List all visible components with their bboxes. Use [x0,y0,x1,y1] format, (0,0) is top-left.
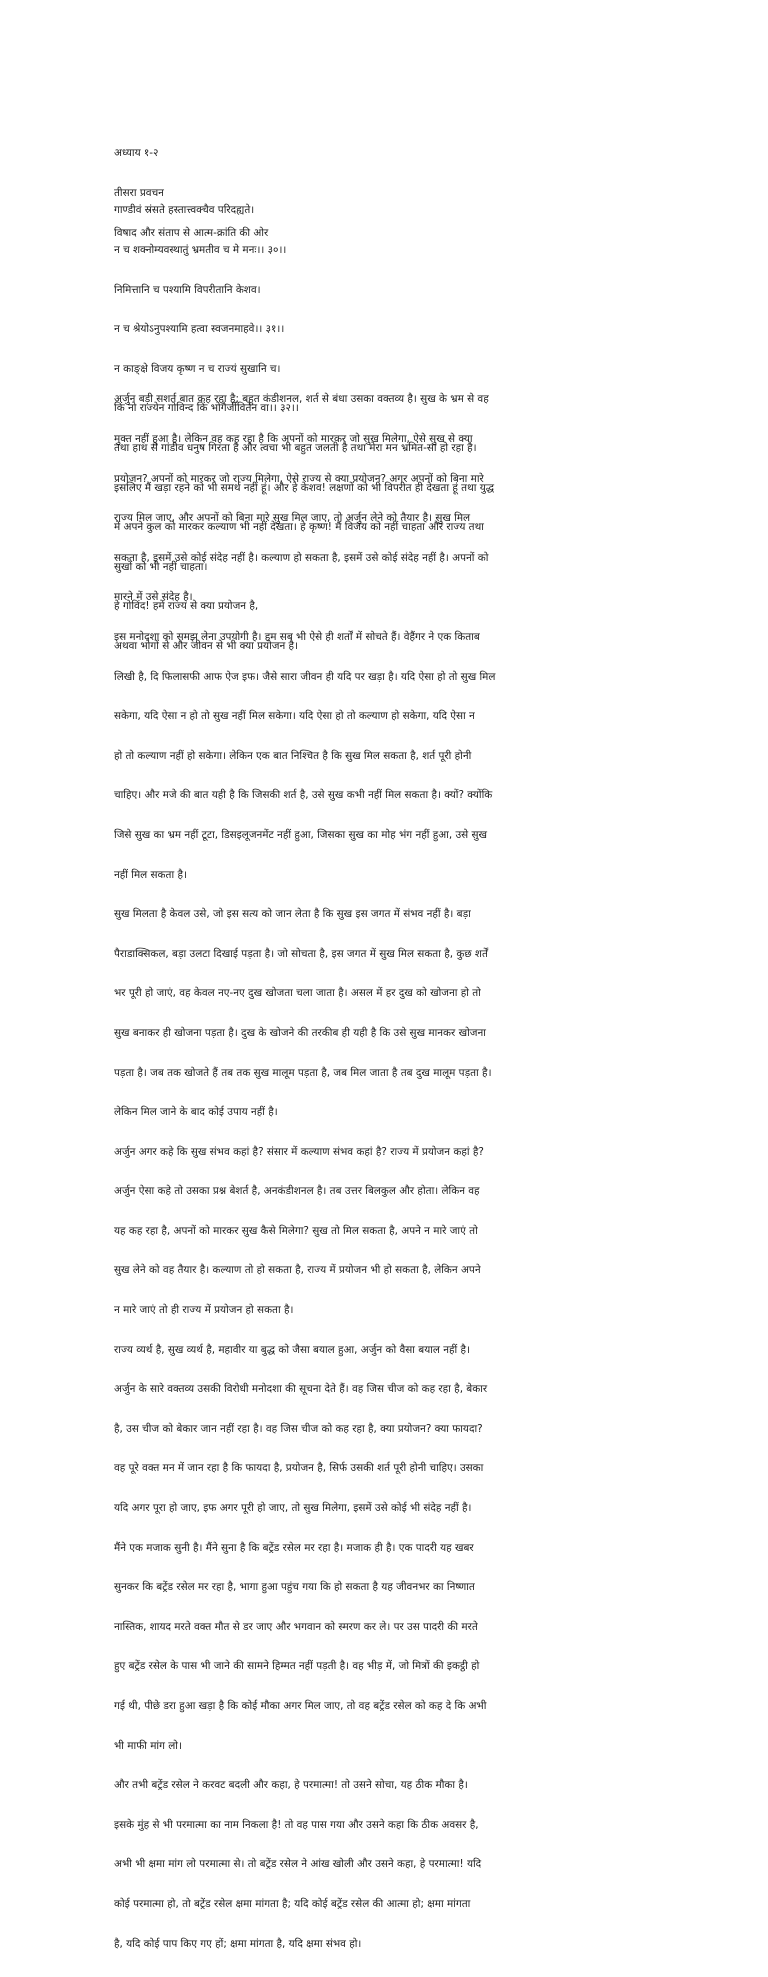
translation-line: अथवा भोगों से और जीवन से भी क्या प्रयोजन है। [114,639,299,652]
translation-line: में अपने कुल को मारकर कल्याण भी नहीं देखता। हे कृष्ण! मैं विजय को नहीं चाहता और राज्य तथा [114,521,484,534]
body-line: पैराडाक्सिकल, बड़ा उलटा दिखाई पड़ता है। जो सोचता है, इस जगत में सुख मिल सकता है, कुछ शर्तें [114,947,488,960]
body-line: सुनकर कि बट्रेंड रसेल मर रहा है, भागा हुआ पहुंच गया कि हो सकता है यह जीवनभर का निष्णात [114,1581,475,1594]
body-line: यदि अगर पूरा हो जाए, इफ अगर पूरी हो जाए, तो सुख मिलेगा, इसमें उसे कोई भी संदेह नहीं है। [114,1502,472,1515]
verse-line: न च शक्नोम्यवस्थातुं भ्रमतीव च मे मनः।। ३०।। [114,244,287,256]
body-line: नहीं मिल सकता है। [114,868,187,881]
body-line: सकेगा, यदि ऐसा न हो तो सुख नहीं मिल सकेगा। यदि ऐसा हो तो कल्याण हो सकेगा, यदि ऐसा न [114,710,475,723]
body-line: मैंने एक मजाक सुनी है। मैंने सुना है कि बट्रेंड रसेल मर रहा है। मजाक ही है। एक पादरी यह खबर [114,1541,474,1554]
body-line: अर्जुन ऐसा कहे तो उसका प्रश्न बेशर्त है, अनकंडीशनल है। तब उत्तर बिलकुल और होता। लेकिन वह [114,1185,480,1198]
body-line: है, यदि कोई पाप किए गए हों; क्षमा मांगता है, यदि क्षमा संभव हो। [114,1937,362,1950]
body-line: अभी भी क्षमा मांग लो परमात्मा से। तो बट्रेंड रसेल ने आंख खोली और उसने कहा, हे परमात्मा! यदि [114,1858,482,1871]
discourse-label: तीसरा प्रवचन [114,187,164,199]
body-line: जिसे सुख का भ्रम नहीं टूटा, डिसइलूजनमेंट नहीं हुआ, जिसका सुख का मोह भंग नहीं हुआ, उसे सुख [114,828,488,841]
body-line: अर्जुन के सारे वक्तव्य उसकी विरोधी मनोदशा की सूचना देते हैं। वह जिस चीज को कह रहा है, बेकार [114,1383,488,1396]
body-line: सुख मिलता है केवल उसे, जो इस सत्य को जान लेता है कि सुख इस जगत में संभव नहीं है। बड़ा [114,908,471,921]
body-line: सुख लेने को वह तैयार है। कल्याण तो हो सकता है, राज्य में प्रयोजन भी हो सकता है, लेकिन अपने [114,1264,481,1277]
body-line: प्रयोजन? अपनों को मारकर जो राज्य मिलेगा, ऐसे राज्य से क्या प्रयोजन? अगर अपनों को बिना मारे [114,472,484,485]
body-line: यह कह रहा है, अपनों को मारकर सुख कैसे मिलेगा? सुख तो मिल सकता है, अपने न मारे जाएं तो [114,1224,478,1237]
body-line: हो तो कल्याण नहीं हो सकेगा। लेकिन एक बात निश्चित है कि सुख मिल सकता है, शर्त पूरी होनी [114,749,472,762]
verse-line: न काङ्क्षे विजय कृष्ण न च राज्यं सुखानि च। [114,362,281,375]
body-line: न मारे जाएं तो ही राज्य में प्रयोजन हो सकता है। [114,1304,294,1317]
body-line: नास्तिक, शायद मरते वक्त मौत से डर जाए और भगवान को स्मरण कर ले। पर उस पादरी की मरते [114,1620,478,1633]
body-line: हुए बट्रेंड रसेल के पास भी जाने की सामने हिम्मत नहीं पड़ती है। वह भीड़ में, जो मित्रों की इकट्ठी हो [114,1660,480,1673]
body-line: अर्जुन बड़ी सशर्त बात कह रहा है; बहुत कंडीशनल, शर्त से बंधा उसका वक्तव्य है। सुख के भ्रम से वह [114,393,489,406]
body-line: राज्य मिल जाए, और अपनों को बिना मारे सुख मिल जाए, तो अर्जुन लेने को तैयार है। सुख मिल [114,512,471,525]
body-line: कोई परमात्मा हो, तो बट्रेंड रसेल क्षमा मांगता है; यदि कोई बट्रेंड रसेल की आत्मा हो; क्षमा मांगता [114,1897,471,1910]
verse-line: न च श्रेयोऽनुपश्यामि हत्वा स्वजनमाहवे।। ३१।। [114,323,285,336]
body-line: लेकिन मिल जाने के बाद कोई उपाय नहीं है। [114,1106,278,1119]
translation-line: सुखों को भी नहीं चाहता। [114,560,208,573]
verse-line: निमित्तानि च पश्यामि विपरीतानि केशव। [114,283,261,296]
body-line: है, उस चीज को बेकार जान नहीं रहा है। वह जिस चीज को कह रहा है, क्या प्रयोजन? क्या फायदा? [114,1422,483,1435]
verse-line: गाण्डीवं स्रंसते हस्तात्त्वक्चैव परिदह्यते। [114,204,255,217]
body-line: चाहिए। और मजे की बात यही है कि जिसकी शर्त है, उसे सुख कभी नहीं मिल सकता है। क्यों? क्योंकि [114,789,493,802]
body-line: लिखी है, दि फिलासफी आफ ऐज इफ। जैसे सारा जीवन ही यदि पर खड़ा है। यदि ऐसा हो तो सुख मिल [114,670,496,683]
discourse-title: विषाद और संताप से आत्म-क्रांति की ओर [114,226,269,239]
body-line: और तभी बट्रेंड रसेल ने करवट बदली और कहा, हे परमात्मा! तो उसने सोचा, यह ठीक मौका है। [114,1779,468,1792]
verse-line: किं नो राज्येन गोविन्द किं भोगैर्जीवितेन वा।। ३२।। [114,402,299,415]
body-line: भी माफी मांग लो। [114,1739,182,1752]
body-text [114,367,662,1977]
translation-line: इसलिए मैं खड़ा रहने को भी समर्थ नहीं हूं। और हे केशव! लक्षणों को भी विपरीत ही देखता हूं तथा युद्ध [114,481,495,494]
body-line: अर्जुन अगर कहे कि सुख संभव कहां है? संसार में कल्याण संभव कहां है? राज्य में प्रयोजन कहां है? [114,1145,484,1158]
body-line: भर पूरी हो जाएं, वह केवल नए-नए दुख खोजता चला जाता है। असल में हर दुख को खोजना हो तो [114,987,481,1000]
translation-line: तथा हाथ से गांडीव धनुष गिरता है और त्वचा भी बहुत जलती है तथा मेरा मन भ्रमित-सा हो रहा है। [114,441,477,454]
body-line: राज्य व्यर्थ है, सुख व्यर्थ है, महावीर या बुद्ध को जैसा बयाल हुआ, अर्जुन को वैसा बयाल नहीं है। [114,1343,470,1356]
body-line: मुक्त नहीं हुआ है। लेकिन वह कह रहा है कि अपनों को मारकर जो सुख मिलेगा, ऐसे सुख से क्या [114,433,473,445]
translation-line: हे गोविंद! हमें राज्य से क्या प्रयोजन है, [114,600,259,613]
body-line: मारने में उसे संदेह है। [114,591,193,604]
body-line: सकता है, इसमें उसे कोई संदेह नहीं है। कल्याण हो सकता है, इसमें उसे कोई संदेह नहीं है। अपनों को [114,551,489,564]
body-line: सुख बनाकर ही खोजना पड़ता है। दुख के खोजने की तरकीब ही यही है कि उसे सुख मानकर खोजना [114,1026,486,1039]
body-line: इस मनोदशा को समझ लेना उपयोगी है। हम सब भी ऐसे ही शर्तों में सोचते हैं। वेहैंगर ने एक किताब [114,630,480,643]
body-line: इसके मुंह से भी परमात्मा का नाम निकला है! तो वह पास गया और उसने कहा कि ठीक अवसर है, [114,1818,479,1831]
body-line: पड़ता है। जब तक खोजते हैं तब तक सुख मालूम पड़ता है, जब मिल जाता है तब दुख मालूम पड़ता है। [114,1066,492,1079]
chapter-label: अध्याय १-२ [114,147,159,160]
body-line: वह पूरे वक्त मन में जान रहा है कि फायदा है, प्रयोजन है, सिर्फ उसकी शर्त पूरी होनी चाहिए। उसका [114,1462,484,1475]
body-line: गई थी, पीछे डरा हुआ खड़ा है कि कोई मौका अगर मिल जाए, तो वह बट्रेंड रसेल को कह दे कि अभी [114,1700,487,1712]
